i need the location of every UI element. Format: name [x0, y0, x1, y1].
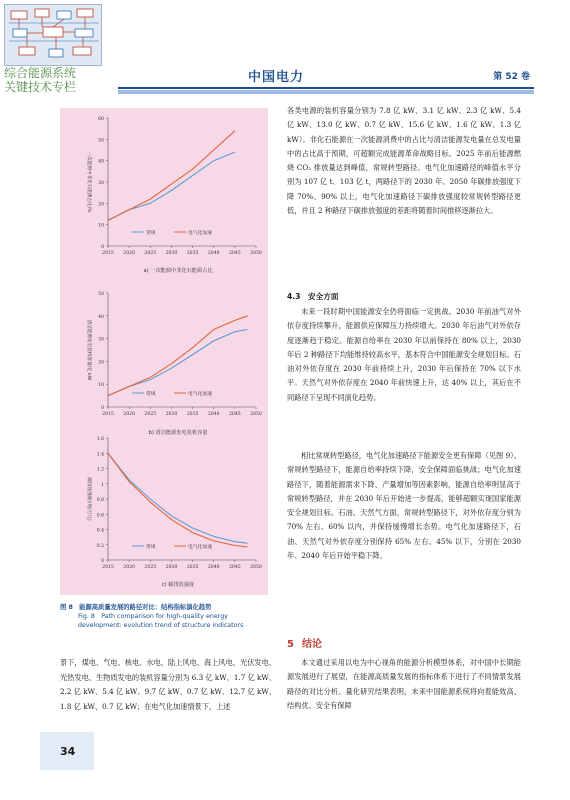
- legend-label: 常规: [146, 231, 156, 236]
- x-tick-label: 2030: [165, 251, 178, 256]
- y-tick-label: 30: [98, 337, 104, 343]
- x-tick-label: 2020: [123, 412, 135, 417]
- journal-title: 中国电力: [248, 70, 305, 85]
- series-line-accelerated: [108, 453, 248, 547]
- x-tick-label: 2030: [165, 412, 178, 417]
- y-tick-label: 0: [101, 559, 104, 564]
- x-tick-label: 2030: [165, 565, 178, 570]
- x-tick-label: 2015: [102, 565, 114, 570]
- x-tick-label: 2020: [123, 251, 135, 256]
- y-tick-label: 1.6: [96, 437, 104, 442]
- column-logo-diagram: [4, 4, 102, 66]
- x-tick-label: 2035: [186, 412, 199, 417]
- paragraph: 景下，煤电、气电、核电、水电、陆上风电、海上风电、光伏发电、光热发电、生物质发电的装机容量分别为 6.3 亿 kW、1.7 亿 kW、2.2 亿 kW、5.4 亿 kW、9.7 亿 kW、0.7 亿 kW、12.7 亿 kW、1.8 亿 kW、0.7 亿 kW；在电气化加速情景下，上述: [60, 658, 276, 711]
- right-para-3: [287, 449, 521, 563]
- y-tick-label: 40: [98, 159, 104, 165]
- figure-8-charts: [60, 108, 268, 595]
- y-tick-label: 0.2: [96, 543, 104, 549]
- volume-label: 第 52 卷: [493, 72, 530, 82]
- y-tick-label: 1.2: [96, 467, 104, 473]
- x-tick-label: 2040: [207, 251, 220, 256]
- paragraph: 相比常规转型路径，电气化加速路径下能源安全更有保障（见图 9）。常规转型路径下，能源自给率持续下降，安全保障面临挑战；电气化加速路径下，随着能源需求下降、产量增加等因素影响，能源自给率明显高于常规转型路径，并在 2030 年后开始进一步提高，能够超额实现国家能源安全规划目标。石油、天然气方面，常规转型路径下，对外依存度分别为 70% 左右、60% 以内，并保持缓慢增长态势。电气化加速路径下，石油、天然气对外依存度分别保持 65% 左右、45% 以下，分别在 2030 年、2040 年后开始平稳下降。: [287, 451, 521, 561]
- x-tick-label: 2050: [250, 412, 262, 417]
- legend-label: 电气化加速: [188, 545, 212, 550]
- series-line-conventional: [108, 453, 248, 543]
- section-title: 结论: [301, 639, 322, 650]
- x-tick-label: 2045: [229, 251, 241, 256]
- paragraph: 本文通过采用以电为中心视角的能源分析模型体系，对中国中长期能源发展进行了展望，在能源高质量发展的指标体系下进行了不同情景发展路径的对比分析。量化研究结果表明，未来中国能源系统将向着能效高、结构优、安全有保障: [287, 658, 521, 710]
- section-heading-4-3: 4.3 安全方面: [287, 292, 339, 301]
- y-tick-label: 40: [98, 314, 104, 320]
- section-number: 5: [287, 639, 294, 650]
- y-tick-label: 0: [101, 406, 104, 411]
- figure-caption: [60, 603, 268, 630]
- x-tick-label: 2015: [102, 412, 114, 417]
- x-tick-label: 2045: [229, 412, 241, 417]
- header-rule: [118, 87, 534, 89]
- y-tick-label: 0.6: [96, 513, 104, 519]
- x-tick-label: 2040: [207, 412, 220, 417]
- y-axis-label: 一次能源中非化石能源占比/%: [86, 151, 91, 213]
- caption-cn: 图 8 能源高质量发展的路径对比：结构指标演化趋势: [60, 604, 212, 611]
- header-band: [118, 90, 534, 94]
- y-tick-label: 1: [101, 482, 104, 488]
- x-tick-label: 2025: [144, 251, 157, 256]
- x-tick-label: 2040: [207, 565, 220, 570]
- y-axis-label: 碳排放强度/(吨/万元): [86, 477, 91, 521]
- y-tick-label: 0: [101, 245, 104, 250]
- right-para-2: [287, 305, 521, 405]
- x-tick-label: 2045: [229, 565, 241, 570]
- panel-label: b) 清洁能源发电装机容量: [148, 430, 208, 436]
- y-tick-label: 20: [98, 202, 104, 208]
- panel-label: a) 一次能源中非化石能源占比: [143, 268, 213, 274]
- paragraph: 各类电源的装机容量分别为 7.8 亿 kW、3.1 亿 kW、2.3 亿 kW、5.4 亿 kW、13.0 亿 kW、0.7 亿 kW、15.6 亿 kW、1.6 亿 kW、1.3 亿 kW）。非化石能源在一次能源消费中的占比与清洁能源发电量在总发电量中的占比高于预期，可超额完成能源革命战略目标。2025 年前后能源燃烧 CO₂ 排放量达到峰值，常规转型路径、电气化加速路径的峰值水平分别为 107 亿 t、103 亿 t，两路径下的 2030 年、2050 年碳排放强度下降 70%、90% 以上，电气化加速路径下碳排放强度较常规转型路径更低，并且 2 种路径下碳排放强度的差距将随着时间推移逐渐拉大。: [287, 106, 521, 216]
- panel-label: c) 碳排放强度: [161, 582, 195, 588]
- y-tick-label: 50: [98, 138, 104, 144]
- y-tick-label: 50: [98, 292, 104, 297]
- x-tick-label: 2035: [186, 251, 199, 256]
- page-header: [0, 0, 570, 98]
- legend-label: 常规: [146, 545, 156, 550]
- page-number: 34: [60, 745, 76, 758]
- caption-en: Fig. 8 Path comparison for high-quality energy development: evolution trend of structure indicators: [78, 613, 244, 629]
- y-tick-label: 0.8: [96, 498, 104, 503]
- series-line-accelerated: [108, 316, 248, 396]
- y-tick-label: 10: [98, 223, 104, 229]
- x-tick-label: 2025: [144, 565, 157, 570]
- x-tick-label: 2025: [144, 412, 157, 417]
- section-heading-5: [287, 635, 330, 650]
- y-tick-label: 20: [98, 360, 104, 366]
- y-tick-label: 10: [98, 383, 104, 389]
- y-tick-label: 60: [98, 117, 104, 122]
- y-tick-label: 30: [98, 181, 104, 186]
- paragraph: 未来一段时期中国能源安全仍将面临一定挑战。2030 年前油气对外依存度持续攀升，能源供应保障压力持续增大。2030 年后油气对外依存度逐渐趋于稳定。能源自给率在 2030 年以前保持在 80% 以上，2030 年后 2 种路径下均能维持较高水平，基本符合中国能源安全规划目标。石油对外依存度在 2030 年前持续上升，2030 年后保持在 70% 以下水平。天然气对外依存度在 2040 年前快速上升，达 40% 以上，其后在不同路径下呈现不同演化趋势。: [287, 307, 521, 402]
- figure-8: [60, 108, 268, 595]
- left-para: [60, 656, 276, 714]
- x-tick-label: 2020: [123, 565, 135, 570]
- y-axis-label: 清洁能源发电装机容量/亿 kW: [86, 319, 91, 381]
- right-para-1: [287, 104, 521, 218]
- x-tick-label: 2035: [186, 565, 199, 570]
- x-tick-label: 2015: [102, 251, 114, 256]
- legend-label: 电气化加速: [188, 392, 212, 397]
- legend-label: 电气化加速: [188, 231, 212, 236]
- x-tick-label: 2050: [250, 565, 262, 570]
- x-tick-label: 2050: [250, 251, 262, 256]
- right-para-4: [287, 656, 521, 713]
- y-tick-label: 1.4: [96, 452, 104, 458]
- series-line-accelerated: [108, 131, 235, 221]
- legend-label: 常规: [146, 392, 156, 397]
- column-label: 综合能源系统 关键技术专栏: [4, 66, 77, 94]
- series-line-conventional: [108, 330, 248, 396]
- y-tick-label: 0.4: [96, 528, 104, 534]
